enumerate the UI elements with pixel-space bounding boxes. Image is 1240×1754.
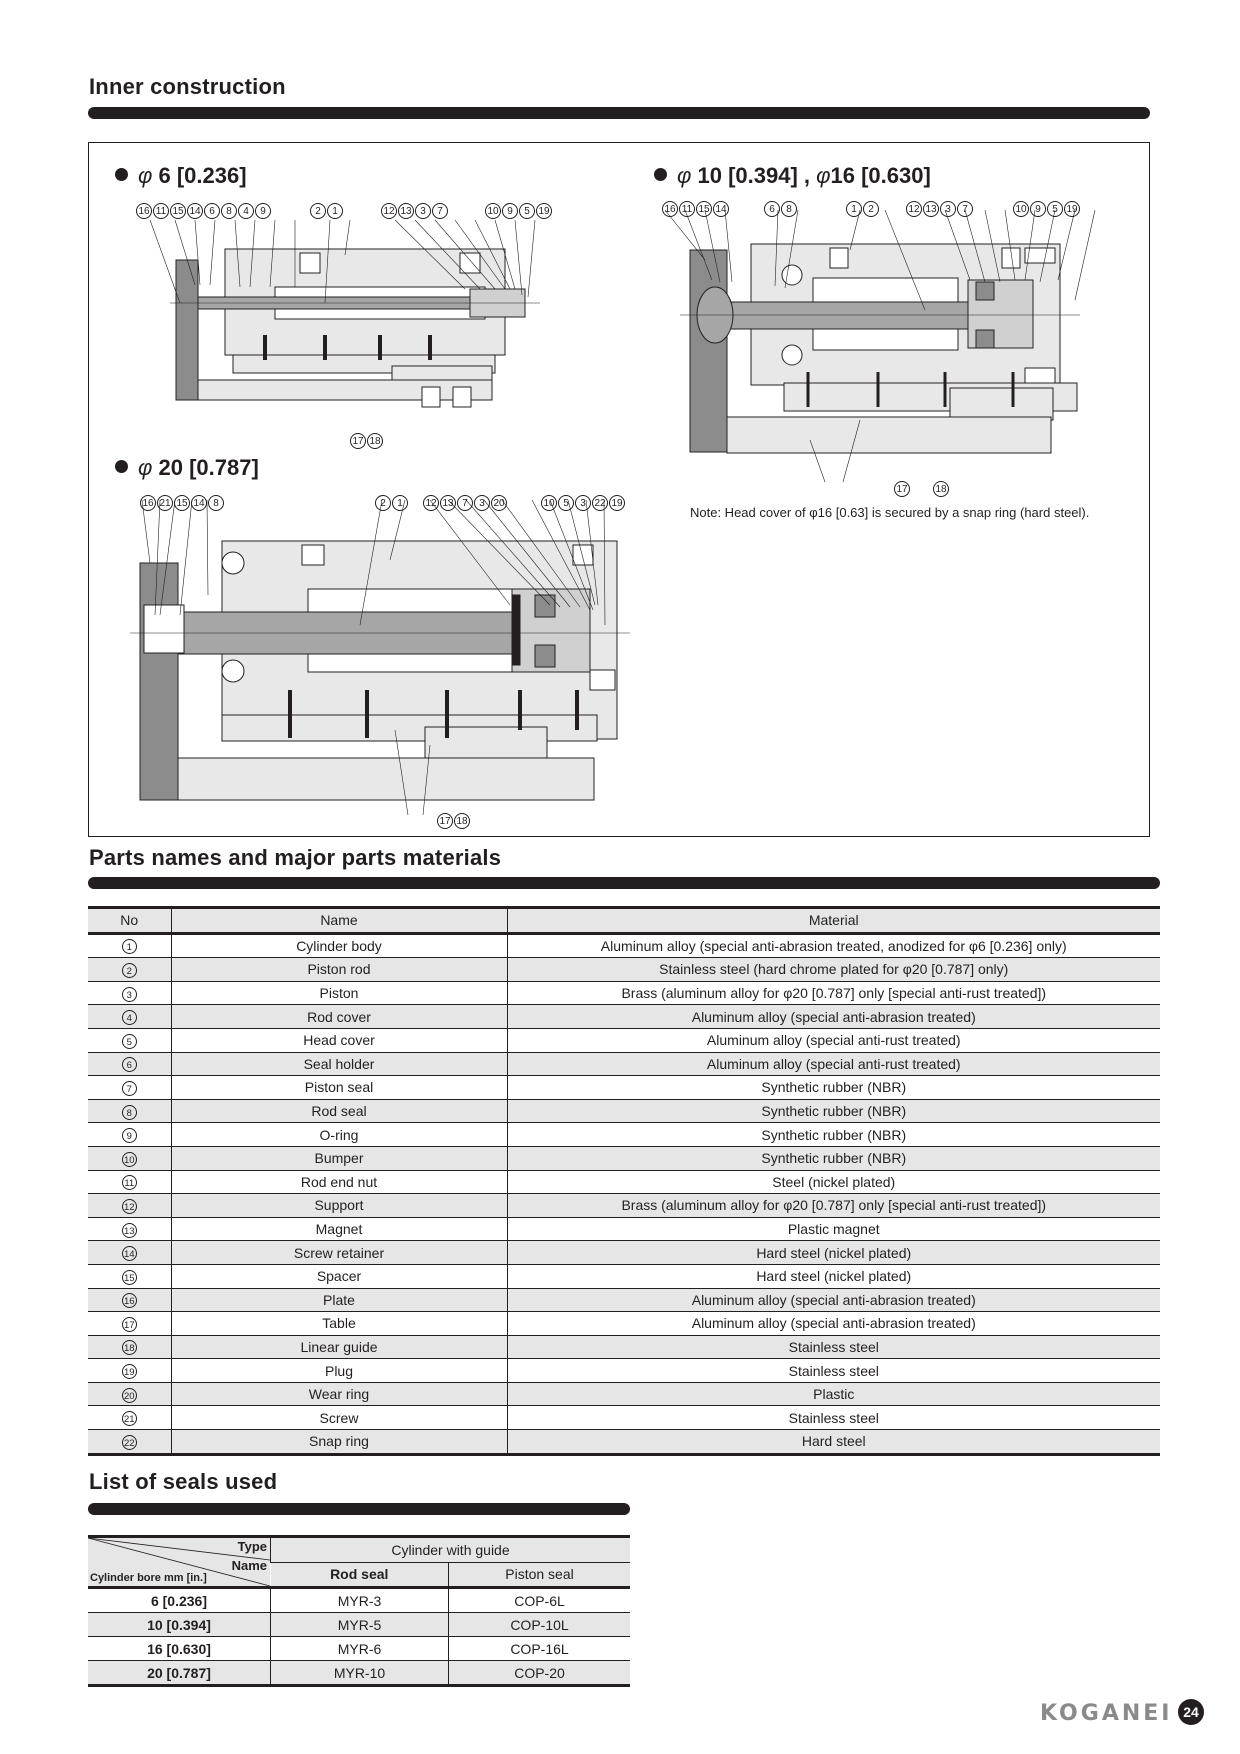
table-row: [88, 1382, 1160, 1406]
callout-number: 1: [327, 203, 343, 219]
koganei-logo: KOGANEI: [1040, 1701, 1173, 1726]
callout-group-phi6-bottom: [350, 432, 384, 449]
callout-number: 11: [153, 203, 169, 219]
seals-table: [88, 1535, 630, 1687]
part-material: Hard steel (nickel plated): [507, 1241, 1160, 1265]
part-name: Screw: [171, 1406, 507, 1430]
table-row: [88, 1170, 1160, 1194]
callout-number: 4: [238, 203, 254, 219]
callout-number: 15: [696, 201, 712, 217]
corner-label-type: Type: [237, 1539, 267, 1554]
part-number: 20: [122, 1388, 137, 1403]
table-row: [88, 1264, 1160, 1288]
part-number-cell: [88, 1217, 171, 1241]
callout-group-phi10-a: [764, 200, 798, 217]
section-title-seals: List of seals used: [89, 1469, 278, 1494]
table-header-row: [88, 1537, 630, 1563]
part-name: Seal holder: [171, 1052, 507, 1076]
linear-guide: [950, 388, 1053, 420]
callout-number: 10: [485, 203, 501, 219]
part-number-cell: [88, 1076, 171, 1100]
part-number-cell: [88, 1312, 171, 1336]
plate: [690, 250, 727, 452]
part-name: Rod end nut: [171, 1170, 507, 1194]
callout-number: 9: [255, 203, 271, 219]
corner-label-bore: Cylinder bore mm [in.]: [90, 1572, 207, 1584]
part-number-cell: [88, 1430, 171, 1455]
rod-seal: MYR-10: [271, 1661, 449, 1686]
callout-number: 9: [1030, 201, 1046, 217]
phi-symbol: φ: [138, 163, 153, 188]
part-material: Hard steel (nickel plated): [507, 1264, 1160, 1288]
section-title-inner-construction: Inner construction: [89, 74, 286, 99]
callout-number: 16: [662, 201, 678, 217]
part-name: Rod seal: [171, 1099, 507, 1123]
part-number: 4: [122, 1010, 137, 1025]
callout-number: 18: [933, 481, 949, 497]
bore-size-label: 6 [0.236]: [158, 163, 247, 188]
part-number: 12: [122, 1199, 137, 1214]
diagram-title-phi10-phi16: [654, 163, 931, 189]
part-number: 9: [122, 1128, 137, 1143]
callout-number: 5: [1047, 201, 1063, 217]
callout-number: 10: [541, 495, 557, 511]
magnet: [976, 282, 994, 300]
part-number: 18: [122, 1340, 137, 1355]
magnet: [976, 330, 994, 348]
table-row: [88, 1217, 1160, 1241]
part-number-cell: [88, 1382, 171, 1406]
table-row: [88, 1194, 1160, 1218]
piston-seal: COP-20: [449, 1661, 631, 1686]
part-name: Head cover: [171, 1028, 507, 1052]
part-number-cell: [88, 1359, 171, 1383]
callout-number: 5: [558, 495, 574, 511]
part-name: Piston: [171, 981, 507, 1005]
diagram-title-phi20: [115, 455, 259, 481]
cylinder-bore: 16 [0.630]: [147, 1640, 211, 1657]
callout-number: 3: [474, 495, 490, 511]
callout-number: 13: [440, 495, 456, 511]
callout-number: 14: [713, 201, 729, 217]
part-number-cell: [88, 1028, 171, 1052]
callout-group-phi20-bottom: [437, 812, 471, 829]
part-material: Synthetic rubber (NBR): [507, 1099, 1160, 1123]
phi-symbol: φ: [677, 163, 692, 188]
part-number-cell: [88, 1146, 171, 1170]
table-row: [88, 1099, 1160, 1123]
table-row: [88, 1430, 1160, 1455]
seals-table-body: [88, 1588, 630, 1686]
callout-group-phi20-left: [140, 494, 225, 511]
part-material: Aluminum alloy (special anti-rust treated): [507, 1028, 1160, 1052]
callout-number: 18: [367, 433, 383, 449]
table-row: [88, 1288, 1160, 1312]
callout-number: 17: [894, 481, 910, 497]
callout-number: 8: [221, 203, 237, 219]
part-material: Steel (nickel plated): [507, 1170, 1160, 1194]
part-material: Plastic magnet: [507, 1217, 1160, 1241]
diagram-title-phi6: [115, 163, 247, 189]
part-number-cell: [88, 1241, 171, 1265]
plate: [176, 260, 198, 400]
part-name: Magnet: [171, 1217, 507, 1241]
part-number: 6: [122, 1057, 137, 1072]
callout-group-phi6-mid: [310, 202, 344, 219]
callout-number: 14: [187, 203, 203, 219]
section-divider-bar: [88, 1503, 630, 1515]
part-name: Bumper: [171, 1146, 507, 1170]
group-header: Cylinder with guide: [271, 1537, 631, 1563]
piston-seal: COP-6L: [449, 1588, 631, 1613]
table-row: [88, 1028, 1160, 1052]
table: [178, 758, 594, 800]
part-number: 3: [122, 987, 137, 1002]
callout-number: 6: [764, 201, 780, 217]
callout-number: 18: [454, 813, 470, 829]
part-material: Aluminum alloy (special anti-abrasion treated): [507, 1005, 1160, 1029]
part-number-cell: [88, 1406, 171, 1430]
callout-group-phi20-right1: [423, 494, 508, 511]
part-number: 15: [122, 1270, 137, 1285]
part-number: 7: [122, 1081, 137, 1096]
column-header-no: No: [120, 912, 139, 929]
part-number: 5: [122, 1034, 137, 1049]
part-name: Screw retainer: [171, 1241, 507, 1265]
callout-phi10-bottom-17: [894, 480, 911, 497]
part-number-cell: [88, 1099, 171, 1123]
part-number: 13: [122, 1223, 137, 1238]
corner-label-name: Name: [231, 1558, 267, 1573]
table-row: [88, 1241, 1160, 1265]
callout-number: 12: [906, 201, 922, 217]
callout-group-phi10-left: [662, 200, 730, 217]
table-row: [88, 1406, 1160, 1430]
callout-group-phi10-right1: [906, 200, 974, 217]
bullet-icon: [115, 460, 128, 473]
table-row: [88, 1637, 630, 1661]
callout-number: 9: [502, 203, 518, 219]
callout-number: 11: [679, 201, 695, 217]
part-name: Piston rod: [171, 958, 507, 982]
part-material: Stainless steel: [507, 1406, 1160, 1430]
part-number-cell: [88, 1123, 171, 1147]
callout-number: 3: [940, 201, 956, 217]
table-row: [88, 1076, 1160, 1100]
piston-seal: COP-16L: [449, 1637, 631, 1661]
bore-size-label: 16 [0.630]: [830, 163, 931, 188]
phi-symbol: φ: [816, 163, 831, 188]
part-number: 19: [122, 1364, 137, 1379]
part-material: Brass (aluminum alloy for φ20 [0.787] only [special anti-rust treated]): [507, 1194, 1160, 1218]
column-header-name: Name: [171, 908, 507, 934]
callout-number: 12: [423, 495, 439, 511]
callout-group-phi10-mid: [846, 200, 880, 217]
part-number: 17: [122, 1317, 137, 1332]
callout-number: 6: [204, 203, 220, 219]
part-name: Spacer: [171, 1264, 507, 1288]
bore-size-label: 20 [0.787]: [158, 455, 259, 480]
callout-number: 3: [575, 495, 591, 511]
part-number-cell: [88, 1005, 171, 1029]
table-row: [88, 1123, 1160, 1147]
table-row: [88, 981, 1160, 1005]
part-material: Synthetic rubber (NBR): [507, 1076, 1160, 1100]
cylinder-bore: 10 [0.394]: [147, 1616, 211, 1633]
part-name: Plug: [171, 1359, 507, 1383]
piston-rod: [700, 302, 1000, 329]
table-row: [88, 1005, 1160, 1029]
table: [198, 380, 492, 400]
part-material: Aluminum alloy (special anti-rust treated): [507, 1052, 1160, 1076]
part-number-cell: [88, 1335, 171, 1359]
callout-group-phi6-right2: [485, 202, 553, 219]
callout-number: 2: [375, 495, 391, 511]
callout-group-phi20-right2: [541, 494, 626, 511]
page-number-badge: 24: [1178, 1699, 1204, 1725]
rod-seal: MYR-3: [271, 1588, 449, 1613]
part-name: Piston seal: [171, 1076, 507, 1100]
part-number-cell: [88, 981, 171, 1005]
callout-number: 7: [432, 203, 448, 219]
callout-phi10-bottom-18: [933, 480, 950, 497]
part-number: 16: [122, 1293, 137, 1308]
table: [727, 417, 1051, 453]
part-name: Table: [171, 1312, 507, 1336]
part-number: 11: [122, 1175, 137, 1190]
part-material: Aluminum alloy (special anti-abrasion treated, anodized for φ6 [0.236] only): [507, 933, 1160, 958]
callout-number: 13: [923, 201, 939, 217]
callout-number: 22: [592, 495, 608, 511]
part-number-cell: [88, 1194, 171, 1218]
part-number: 8: [122, 1105, 137, 1120]
callout-number: 21: [157, 495, 173, 511]
part-name: O-ring: [171, 1123, 507, 1147]
diagram-phi20: [130, 515, 650, 815]
callout-group-phi6-right1: [381, 202, 449, 219]
magnet: [535, 645, 555, 667]
bullet-icon: [115, 168, 128, 181]
table-row: [88, 1146, 1160, 1170]
callout-number: 2: [310, 203, 326, 219]
part-material: Aluminum alloy (special anti-abrasion treated): [507, 1312, 1160, 1336]
rod-seal: MYR-5: [271, 1613, 449, 1637]
part-name: Linear guide: [171, 1335, 507, 1359]
part-name: Support: [171, 1194, 507, 1218]
part-number-cell: [88, 1170, 171, 1194]
table-row: [88, 933, 1160, 958]
part-number-cell: [88, 933, 171, 958]
callout-number: 17: [437, 813, 453, 829]
table-row: [88, 1588, 630, 1613]
separator: ,: [803, 163, 811, 188]
part-number-cell: [88, 1264, 171, 1288]
callout-number: 1: [846, 201, 862, 217]
part-number-cell: [88, 1288, 171, 1312]
callout-number: 17: [350, 433, 366, 449]
part-name: Plate: [171, 1288, 507, 1312]
phi-symbol: φ: [138, 455, 153, 480]
bullet-icon: [654, 168, 667, 181]
column-header-material: Material: [507, 908, 1160, 934]
part-name: Snap ring: [171, 1430, 507, 1455]
callout-number: 7: [957, 201, 973, 217]
part-name: Rod cover: [171, 1005, 507, 1029]
piston-seal: COP-10L: [449, 1613, 631, 1637]
callout-number: 7: [457, 495, 473, 511]
section-divider-bar: [88, 877, 1160, 889]
table-row: [88, 1312, 1160, 1336]
callout-number: 16: [140, 495, 156, 511]
callout-number: 15: [170, 203, 186, 219]
part-name: Wear ring: [171, 1382, 507, 1406]
bumper: [512, 595, 520, 665]
parts-table: [88, 906, 1160, 1456]
column-header-rod-seal: Rod seal: [330, 1566, 389, 1583]
callout-group-phi10-right2: [1013, 200, 1081, 217]
callout-number: 8: [208, 495, 224, 511]
section-title-parts: Parts names and major parts materials: [89, 845, 502, 870]
part-number-cell: [88, 958, 171, 982]
part-material: Synthetic rubber (NBR): [507, 1146, 1160, 1170]
part-material: Hard steel: [507, 1430, 1160, 1455]
table-row: [88, 1661, 630, 1686]
bore-size-label: 10 [0.394]: [697, 163, 798, 188]
part-material: Synthetic rubber (NBR): [507, 1123, 1160, 1147]
callout-number: 3: [415, 203, 431, 219]
diagram-phi10-phi16: [680, 220, 1120, 480]
rod-seal: MYR-6: [271, 1637, 449, 1661]
cylinder-bore: 6 [0.236]: [150, 1592, 208, 1609]
section-divider-bar: [88, 107, 1150, 119]
part-number-cell: [88, 1052, 171, 1076]
callout-number: 19: [609, 495, 625, 511]
part-number: 2: [122, 963, 137, 978]
callout-number: 8: [781, 201, 797, 217]
linear-guide: [425, 727, 547, 761]
callout-number: 5: [519, 203, 535, 219]
table-row: [88, 958, 1160, 982]
table-header-row: [88, 908, 1160, 934]
callout-number: 14: [191, 495, 207, 511]
diagram-phi6: [170, 225, 570, 425]
callout-number: 10: [1013, 201, 1029, 217]
table-row: [88, 1359, 1160, 1383]
part-material: Stainless steel: [507, 1335, 1160, 1359]
callout-number: 19: [536, 203, 552, 219]
callout-number: 15: [174, 495, 190, 511]
table-row: [88, 1335, 1160, 1359]
part-number: 1: [122, 939, 137, 954]
part-material: Stainless steel (hard chrome plated for φ20 [0.787] only): [507, 958, 1160, 982]
callout-group-phi6: [136, 202, 272, 219]
part-material: Stainless steel: [507, 1359, 1160, 1383]
callout-number: 12: [381, 203, 397, 219]
part-number: 22: [122, 1435, 137, 1450]
diagram-note: Note: Head cover of φ16 [0.63] is secured by a snap ring (hard steel).: [690, 505, 1090, 520]
part-number: 14: [122, 1246, 137, 1261]
callout-number: 13: [398, 203, 414, 219]
callout-number: 2: [863, 201, 879, 217]
callout-number: 19: [1064, 201, 1080, 217]
rod-end-fitting: [144, 605, 184, 653]
part-number: 10: [122, 1152, 137, 1167]
column-header-piston-seal: Piston seal: [449, 1562, 631, 1588]
header-corner-cell: [88, 1537, 271, 1588]
part-name: Cylinder body: [171, 933, 507, 958]
callout-number: 20: [491, 495, 507, 511]
part-material: Aluminum alloy (special anti-abrasion treated): [507, 1288, 1160, 1312]
cylinder-bore: 20 [0.787]: [147, 1664, 211, 1681]
part-material: Brass (aluminum alloy for φ20 [0.787] only [special anti-rust treated]): [507, 981, 1160, 1005]
table-row: [88, 1052, 1160, 1076]
callout-group-phi20-mid: [375, 494, 409, 511]
table-row: [88, 1613, 630, 1637]
callout-number: 1: [392, 495, 408, 511]
part-material: Plastic: [507, 1382, 1160, 1406]
plate: [140, 563, 178, 800]
parts-table-body: [88, 933, 1160, 1454]
part-number: 21: [122, 1411, 137, 1426]
callout-number: 16: [136, 203, 152, 219]
